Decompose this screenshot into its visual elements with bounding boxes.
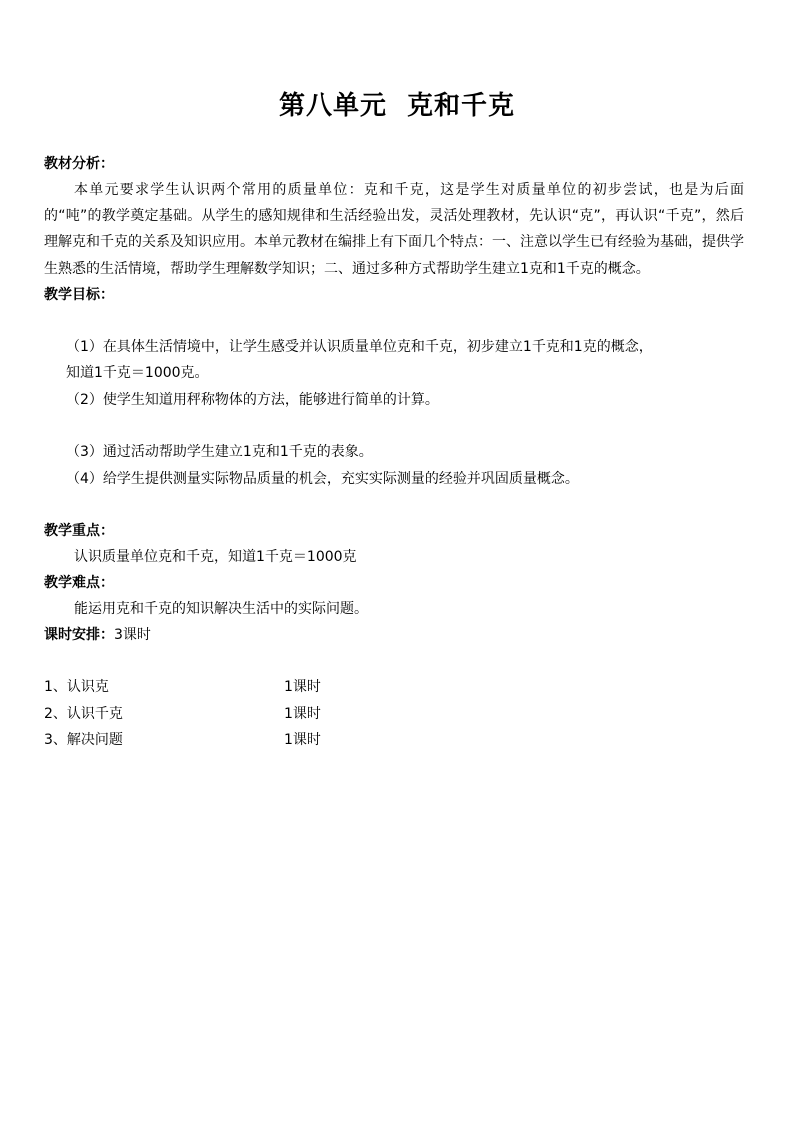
schedule-item [44, 674, 744, 701]
difficulties-text: 能运用克和千克的知识解决生活中的实际问题。 [74, 601, 368, 618]
page-title: 第八单元 克和千克 [278, 91, 516, 121]
key-points-heading: 教学重点： [44, 523, 114, 540]
schedule-item [44, 701, 744, 728]
schedule-item-hours: 1课时 [284, 705, 321, 722]
schedule-total: 3课时 [114, 627, 151, 644]
objective-2: （2）使学生知道用秤称物体的方法，能够进行简单的计算。 [66, 391, 439, 408]
key-points-text: 认识质量单位克和千克，知道1千克＝1000克 [74, 549, 357, 566]
schedule-item-name: 3、解决问题 [44, 732, 123, 749]
schedule-list [44, 674, 744, 754]
difficulties-heading: 教学难点： [44, 575, 114, 592]
schedule-item-hours: 1课时 [284, 679, 321, 696]
objectives-heading: 教学目标： [44, 286, 114, 303]
objective-item [66, 334, 744, 387]
schedule-item-name: 2、认识千克 [44, 705, 123, 722]
document-body [44, 151, 744, 754]
analysis-heading: 教材分析： [44, 156, 114, 172]
analysis-text: 本单元要求学生认识两个常用的质量单位：克和千克，这是学生对质量单位的初步尝试，也是为后面的“吨”的教学奠定基础。从学生的感知规律和生活经验出发，灵活处理教材，先认识“克”，再认识“千克”，然后理解克和千克的关系及知识应用。本单元教材在编排上有下面几个特点：一、注意以学生已有经验为基础，提供学生熟悉的生活情境，帮助学生理解数学知识；二、通过多种方式帮助学生建立1克和1千克的概念。 [44, 182, 744, 277]
objective-1-line1: （1）在具体生活情境中，让学生感受并认识质量单位克和千克，初步建立1千克和1克的概念， [66, 338, 653, 355]
schedule-item-name: 1、认识克 [44, 679, 109, 696]
schedule-row [44, 622, 744, 648]
schedule-heading: 课时安排： [44, 627, 114, 644]
objective-4: （4）给学生提供测量实际物品质量的机会，充实实际测量的经验并巩固质量概念。 [66, 470, 579, 487]
objective-1-line2: 知道1千克＝1000克。 [66, 365, 209, 382]
objective-3: （3）通过活动帮助学生建立1克和1千克的表象。 [66, 444, 373, 461]
schedule-item-hours: 1课时 [284, 732, 321, 749]
schedule-item [44, 727, 744, 754]
